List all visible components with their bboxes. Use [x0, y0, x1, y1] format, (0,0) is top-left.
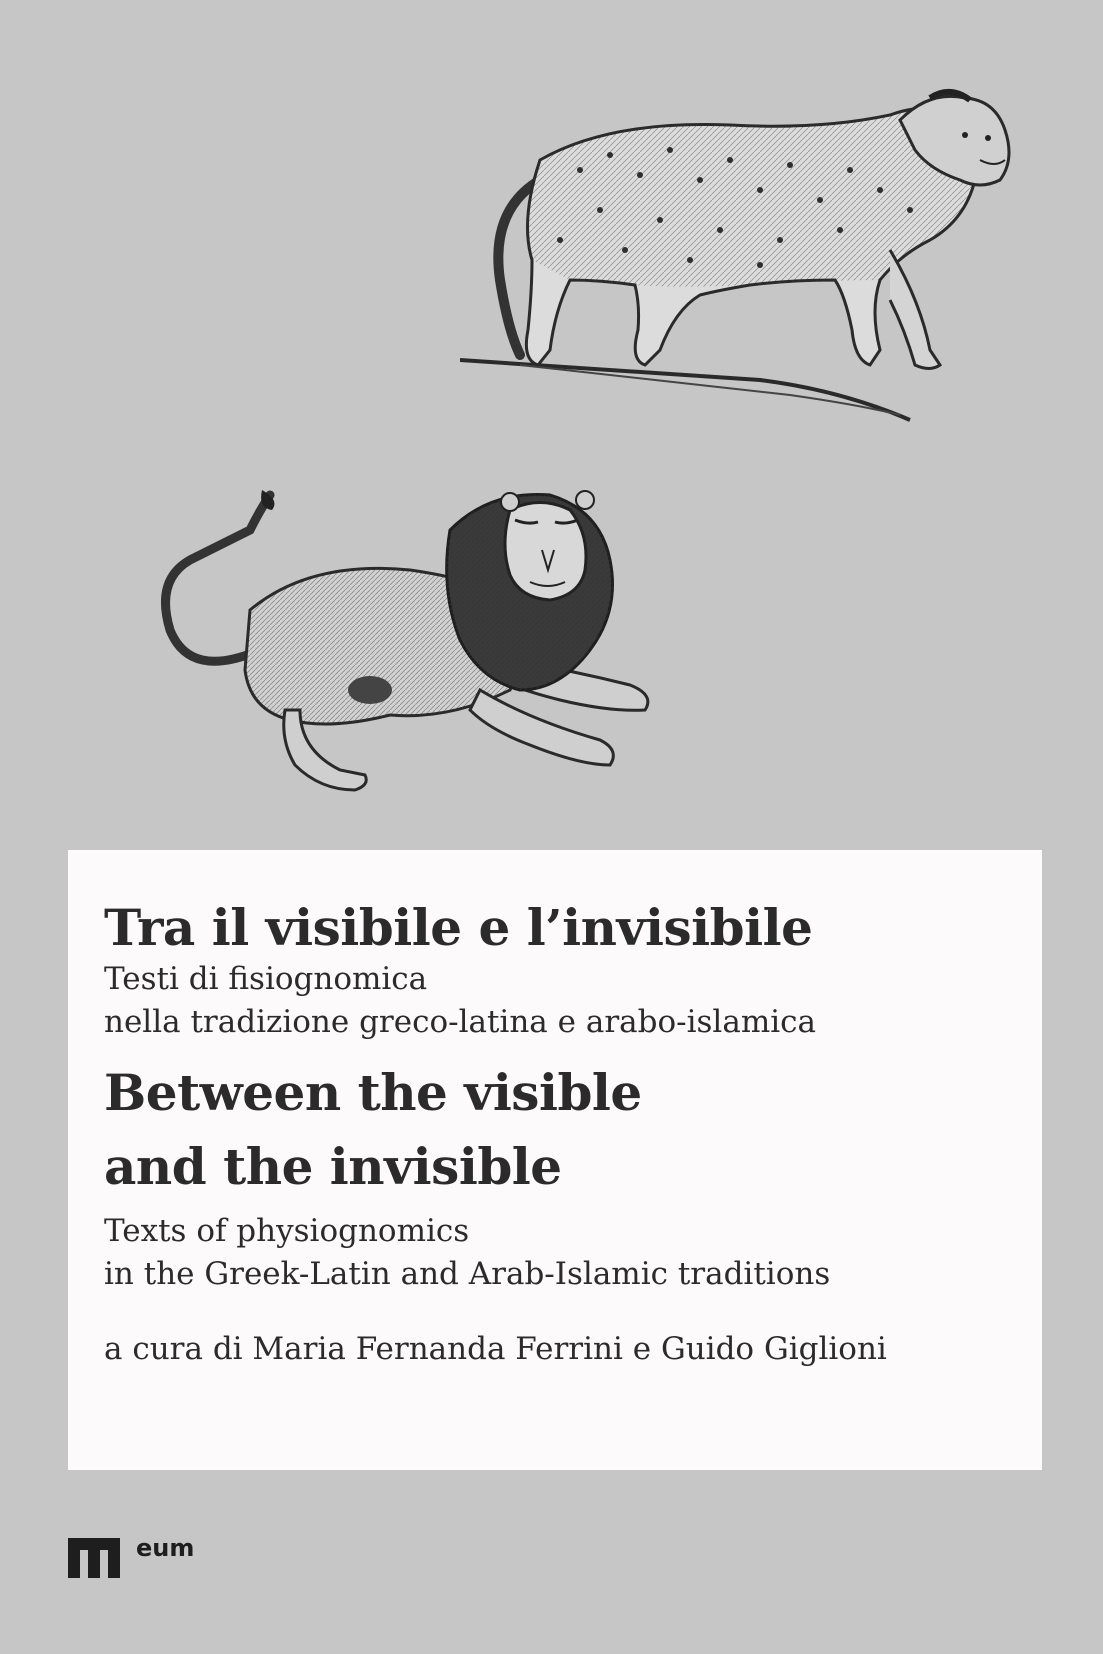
subtitle-italian-line2: nella tradizione greco-latina e arabo-islamica — [104, 1004, 816, 1040]
publisher-logo — [68, 1534, 195, 1578]
leopard-illustration — [460, 80, 1060, 440]
subtitle-italian-line1: Testi di fisiognomica — [104, 961, 428, 997]
m-logo-icon — [68, 1538, 120, 1578]
title-english — [104, 1056, 1006, 1204]
editors: a cura di Maria Fernanda Ferrini e Guido Giglioni — [104, 1331, 887, 1367]
subtitle-english-line1: Texts of physiognomics — [104, 1213, 470, 1249]
title-english-line2: and the invisible — [104, 1137, 562, 1196]
title-panel — [68, 850, 1042, 1470]
lion-illustration — [150, 490, 740, 830]
publisher-name: eum — [136, 1534, 195, 1562]
title-english-line1: Between the visible — [104, 1063, 642, 1122]
subtitle-english-line2: in the Greek-Latin and Arab-Islamic traditions — [104, 1256, 831, 1292]
title-italian: Tra il visibile e l’invisibile — [104, 898, 813, 957]
